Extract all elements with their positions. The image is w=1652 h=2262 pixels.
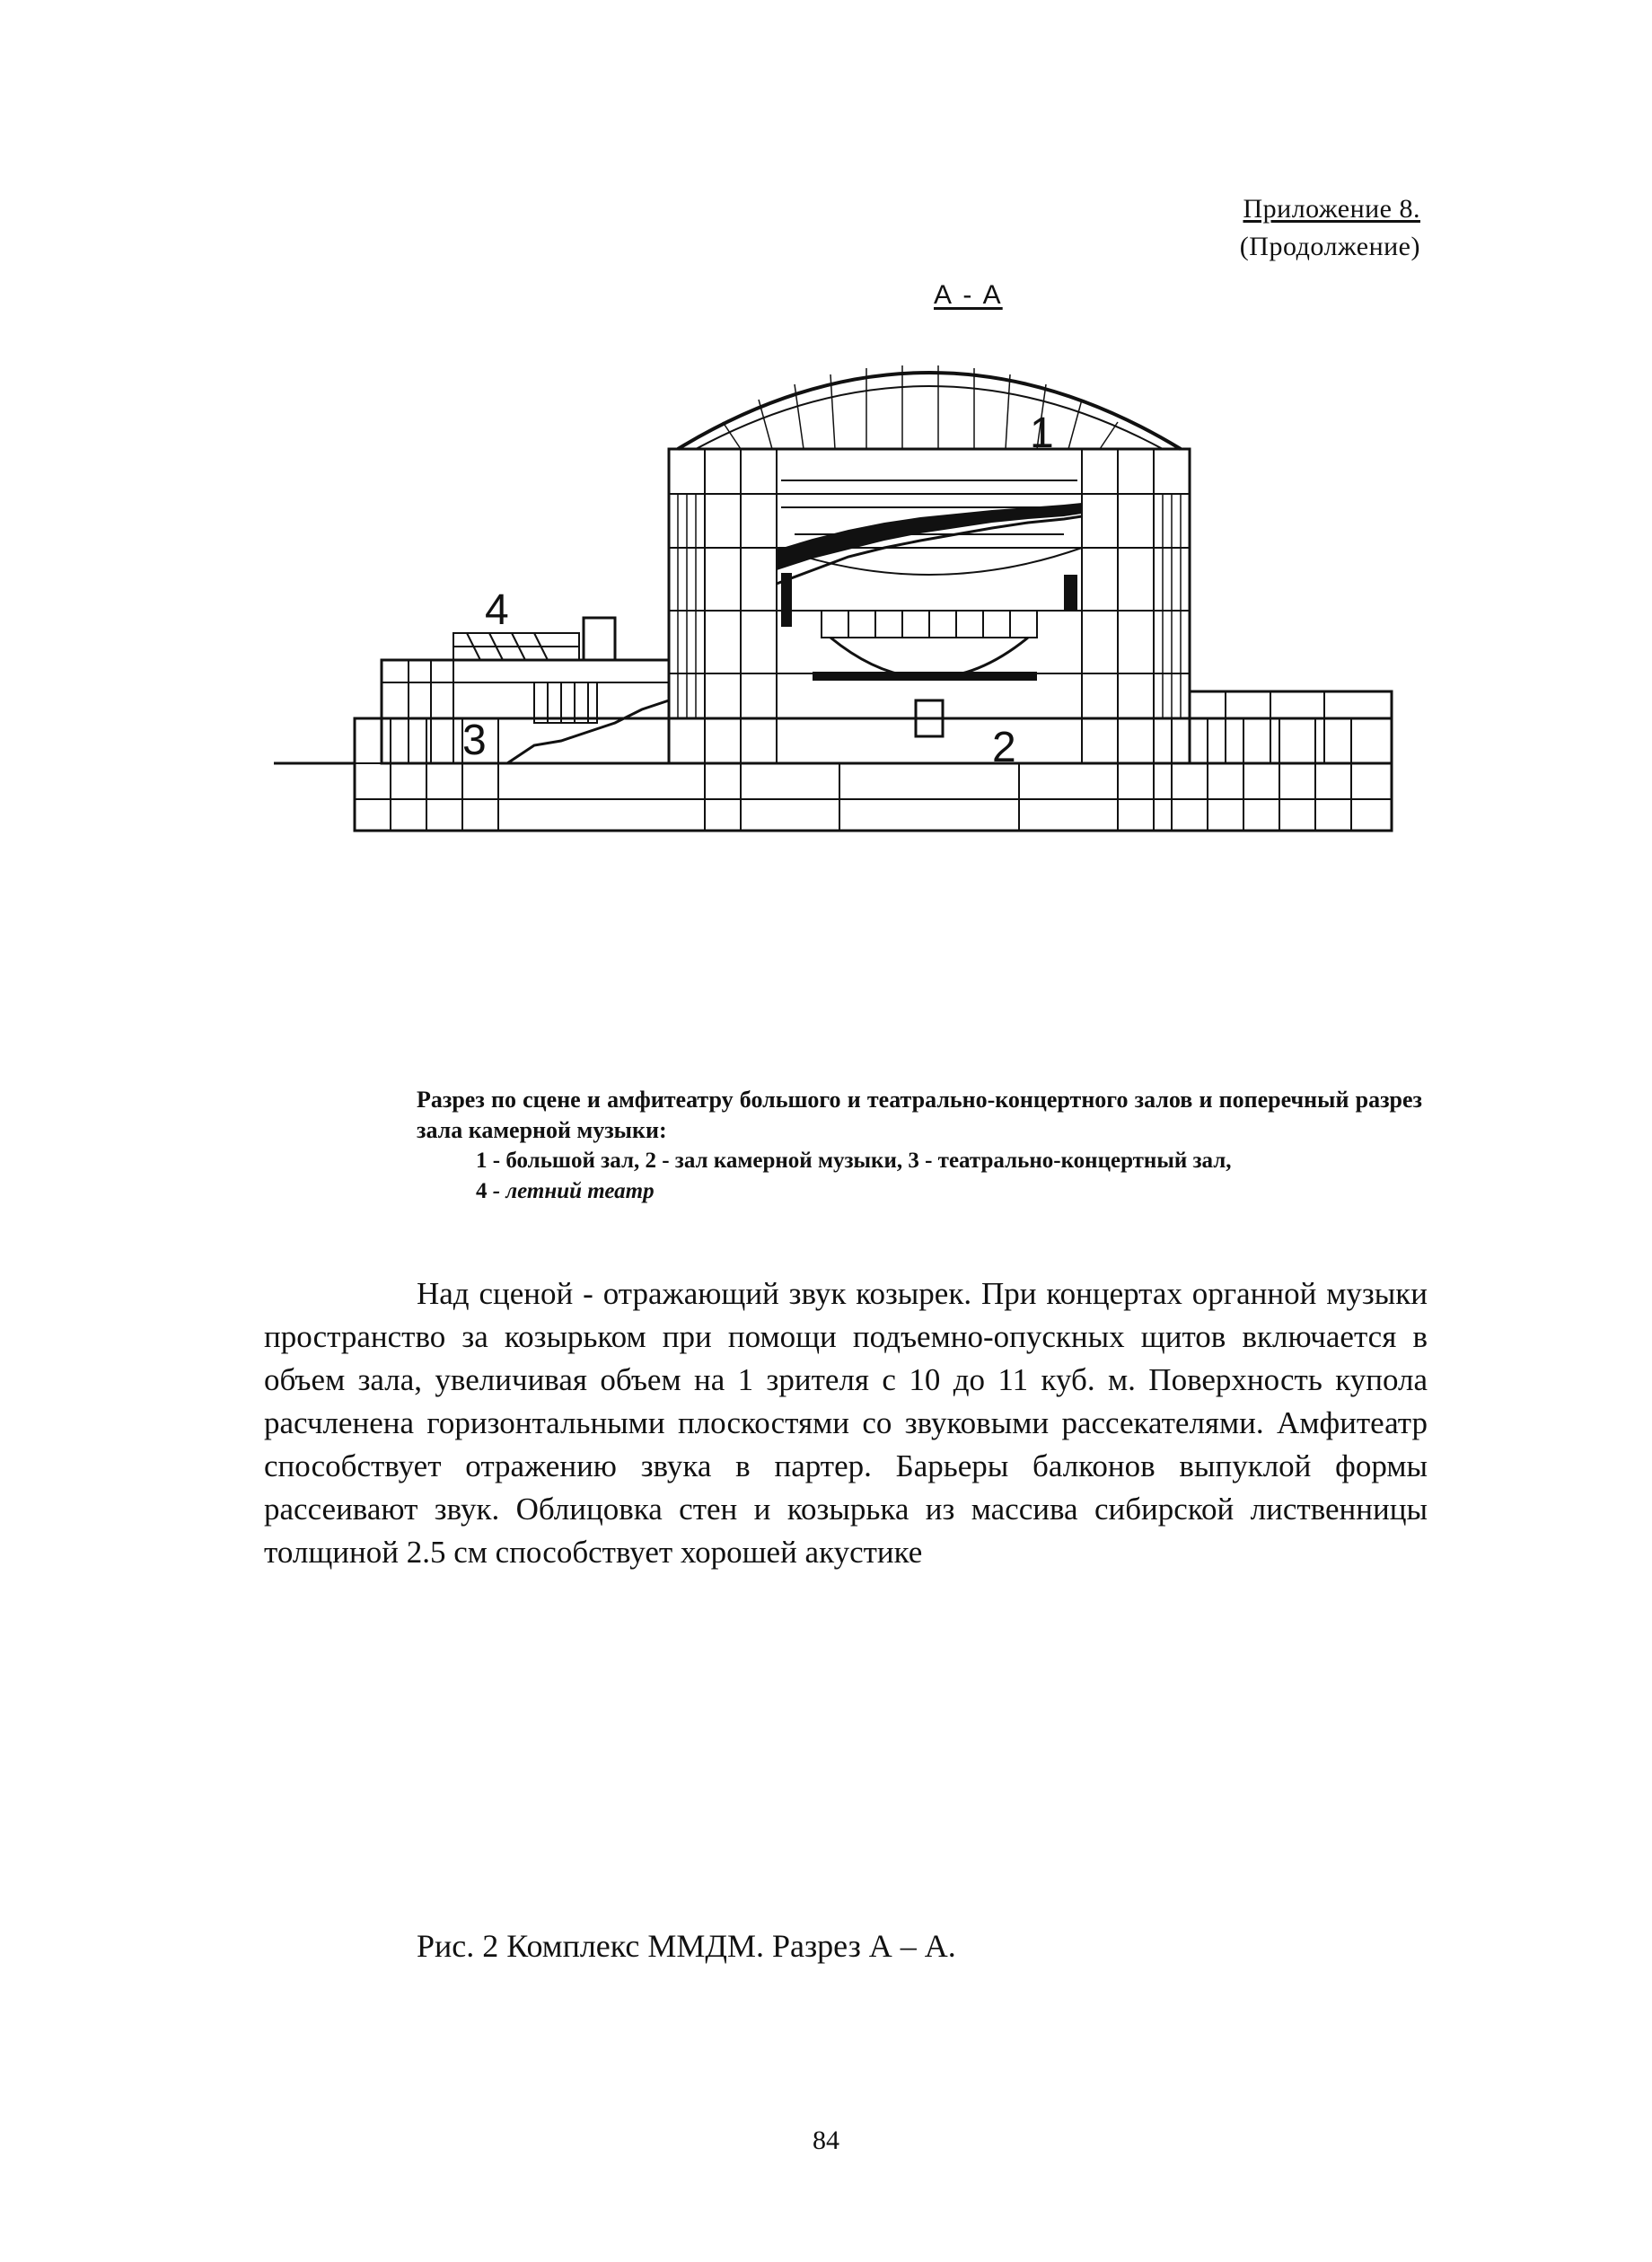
- drawing-label-1: 1: [1030, 409, 1054, 457]
- figure-caption: Рис. 2 Комплекс ММДМ. Разрез А – А.: [417, 1928, 956, 1964]
- appendix-title: Приложение 8.: [1243, 194, 1420, 224]
- drawing-label-3: 3: [462, 717, 487, 764]
- body-text: [264, 1272, 1428, 1574]
- legend-summer-theatre: - летний театр: [492, 1179, 655, 1203]
- drawing-label-2: 2: [992, 724, 1016, 771]
- drawing-caption: [417, 1085, 1422, 1207]
- body-paragraph: Над сценой - отражающий звук козырек. При концертах органной музыки пространство за козырьком при помощи подъемно-опускных щитов включается в объем зала, увеличивая объем на 1 зрителя с 10 до 11 куб. м. Поверхность купола расчленена горизонтальными плоскостями со звуковыми рассекателями. Амфитеатр способствует отражению звука в партер. Барьеры балконов выпуклой формы рассеивают звук. Облицовка стен и козырька из массива сибирской лиственницы толщиной 2.5 см способствует хорошей акустике: [264, 1276, 1428, 1570]
- caption-title: Разрез по сцене и амфитеатру большого и театрально-концертного залов и поперечный разрез зала камерной музыки:: [417, 1087, 1422, 1143]
- drawing-label-4: 4: [485, 586, 509, 634]
- caption-legend-line-1: 1 - большой зал, 2 - зал камерной музыки, 3 - театрально-концертный зал,: [476, 1149, 1232, 1173]
- caption-legend-line-2: [476, 1176, 1422, 1207]
- legend-number-4: 4: [476, 1179, 488, 1203]
- section-drawing: [274, 314, 1396, 844]
- section-mark: А - А: [934, 280, 1003, 310]
- section-drawing-svg: [274, 314, 1396, 844]
- appendix-subtitle: (Продолжение): [1239, 232, 1420, 261]
- appendix-header: [1240, 190, 1420, 266]
- page-number: 84: [813, 2126, 839, 2155]
